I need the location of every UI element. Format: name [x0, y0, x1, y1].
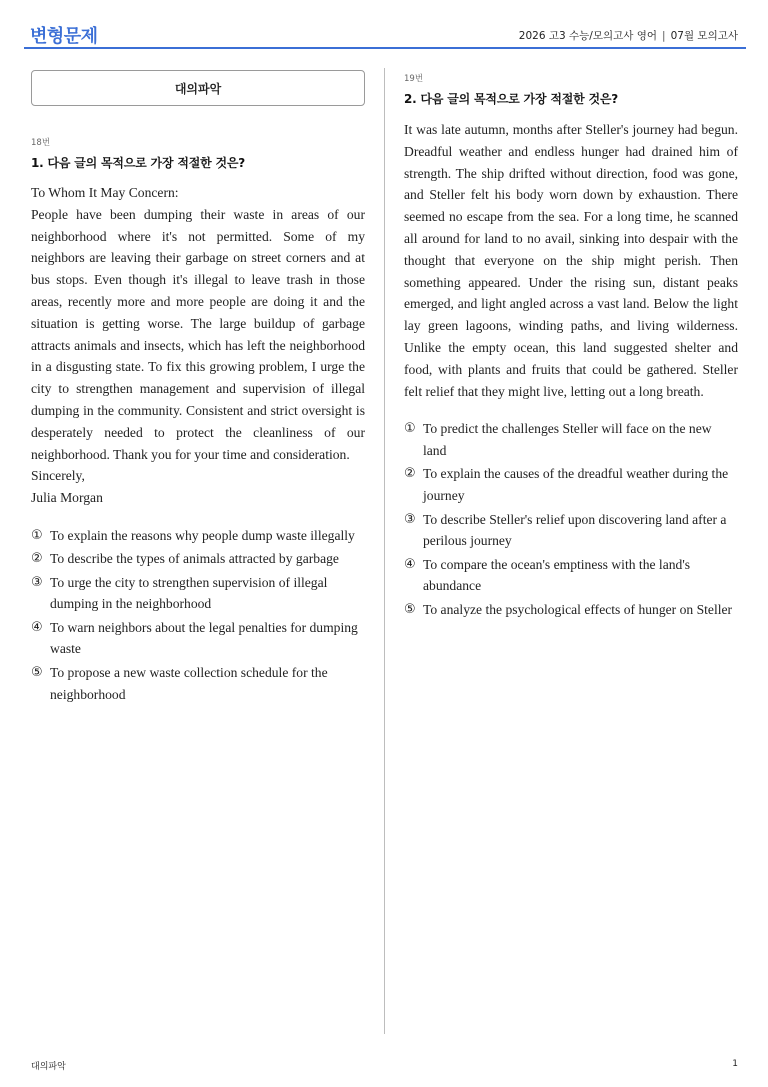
header-separator: | — [662, 30, 666, 42]
choice-text: To explain the causes of the dreadful weather during the journey — [423, 466, 729, 504]
letter-closing: Sincerely, — [31, 468, 85, 484]
choice-3[interactable] — [31, 572, 365, 616]
choice-2[interactable] — [31, 548, 365, 570]
letter-greeting: To Whom It May Concern: — [31, 185, 179, 200]
choice-marker: ① — [31, 527, 43, 543]
question-title: 2. 다음 글의 목적으로 가장 적절한 것은? — [404, 92, 619, 106]
choice-4[interactable] — [404, 554, 738, 598]
choice-marker: ③ — [404, 511, 416, 527]
choice-text: To urge the city to strengthen supervision of illegal dumping in the neighborhood — [50, 574, 328, 612]
choice-marker: ① — [404, 421, 416, 437]
choice-marker: ② — [404, 466, 416, 482]
choice-5[interactable] — [31, 662, 365, 706]
page-header — [0, 0, 768, 50]
answer-choices — [31, 525, 365, 705]
choice-text: To propose a new waste collection schedule for the neighborhood — [50, 664, 328, 702]
choice-marker: ③ — [31, 574, 43, 590]
passage — [31, 182, 365, 509]
exam-info — [519, 28, 738, 43]
choice-marker: ⑤ — [31, 664, 43, 680]
section-title-box: 대의파악 — [31, 70, 365, 106]
header-rule — [24, 47, 746, 49]
choice-4[interactable] — [31, 617, 365, 661]
choice-text: To analyze the psychological effects of hunger on Steller — [423, 601, 733, 617]
exam-name: 2026 고3 수능/모의고사 영어 — [518, 30, 658, 42]
letter-signature: Julia Morgan — [31, 490, 103, 506]
choice-text: To predict the challenges Steller will face on the new land — [423, 421, 712, 459]
choice-marker: ④ — [31, 619, 43, 635]
page-number: 1 — [732, 1059, 738, 1069]
choice-1[interactable] — [404, 418, 738, 462]
choice-3[interactable] — [404, 509, 738, 553]
exam-month: 07월 모의고사 — [670, 30, 738, 42]
choice-marker: ② — [31, 551, 43, 567]
left-column — [31, 66, 365, 707]
choice-text: To explain the reasons why people dump waste illegally — [50, 527, 355, 543]
column-divider — [384, 68, 385, 1034]
question-title: 1. 다음 글의 목적으로 가장 적절한 것은? — [31, 156, 246, 170]
choice-text: To warn neighbors about the legal penalties for dumping waste — [50, 619, 358, 657]
passage-body: It was late autumn, months after Steller's journey had begun. Dreadful weather and endless hunger had drained him of strength. The ship drifted without direction, food was gone, and Steller felt his body worn down by exhaustion. There seemed no escape from the sea. For a long time, he scanned all around for land to no avail, sinking into despair with the thought that everyone on the ship might perish. Then something appeared. Under the rising sun, distant peaks emerged, and light angled across a vast land. Below the light lay green lagoons, winding paths, and living wilderness. Unlike the empty ocean, this land suggested shelter and food, with plants and fruits that could be gathered. Steller felt relief that they might live, letting out a long breath. — [404, 122, 738, 399]
passage — [404, 119, 738, 402]
choice-1[interactable] — [31, 525, 365, 547]
brand-title: 변형문제 — [30, 26, 98, 47]
choice-2[interactable] — [404, 463, 738, 507]
question-number: 18번 — [31, 138, 51, 148]
footer-section: 대의파악 — [31, 1062, 66, 1072]
right-column — [404, 66, 738, 622]
answer-choices — [404, 418, 738, 620]
choice-5[interactable] — [404, 599, 738, 621]
question-number: 19번 — [404, 74, 424, 84]
choice-text: To describe Steller's relief upon discovering land after a perilous journey — [423, 511, 727, 549]
passage-body: People have been dumping their waste in areas of our neighborhood where it's not permitted. Some of my neighbors are leaving their garbage on street corners and at bus stops. Even though it's illegal to leave trash in those areas, recently more and more people are doing it and the situation is getting worse. The large buildup of garbage attracts animals and insects, which has left the neighborhood in a disgusting state. To fix this growing problem, I urge the city to strengthen management and supervision of illegal dumping in the community. Consistent and strict oversight is desperately needed to protect the cleanliness of our neighborhood. Thank you for your time and consideration. — [31, 206, 365, 462]
choice-text: To compare the ocean's emptiness with the land's abundance — [423, 556, 691, 594]
choice-marker: ④ — [404, 556, 416, 572]
choice-text: To describe the types of animals attracted by garbage — [50, 551, 339, 567]
choice-marker: ⑤ — [404, 601, 416, 617]
